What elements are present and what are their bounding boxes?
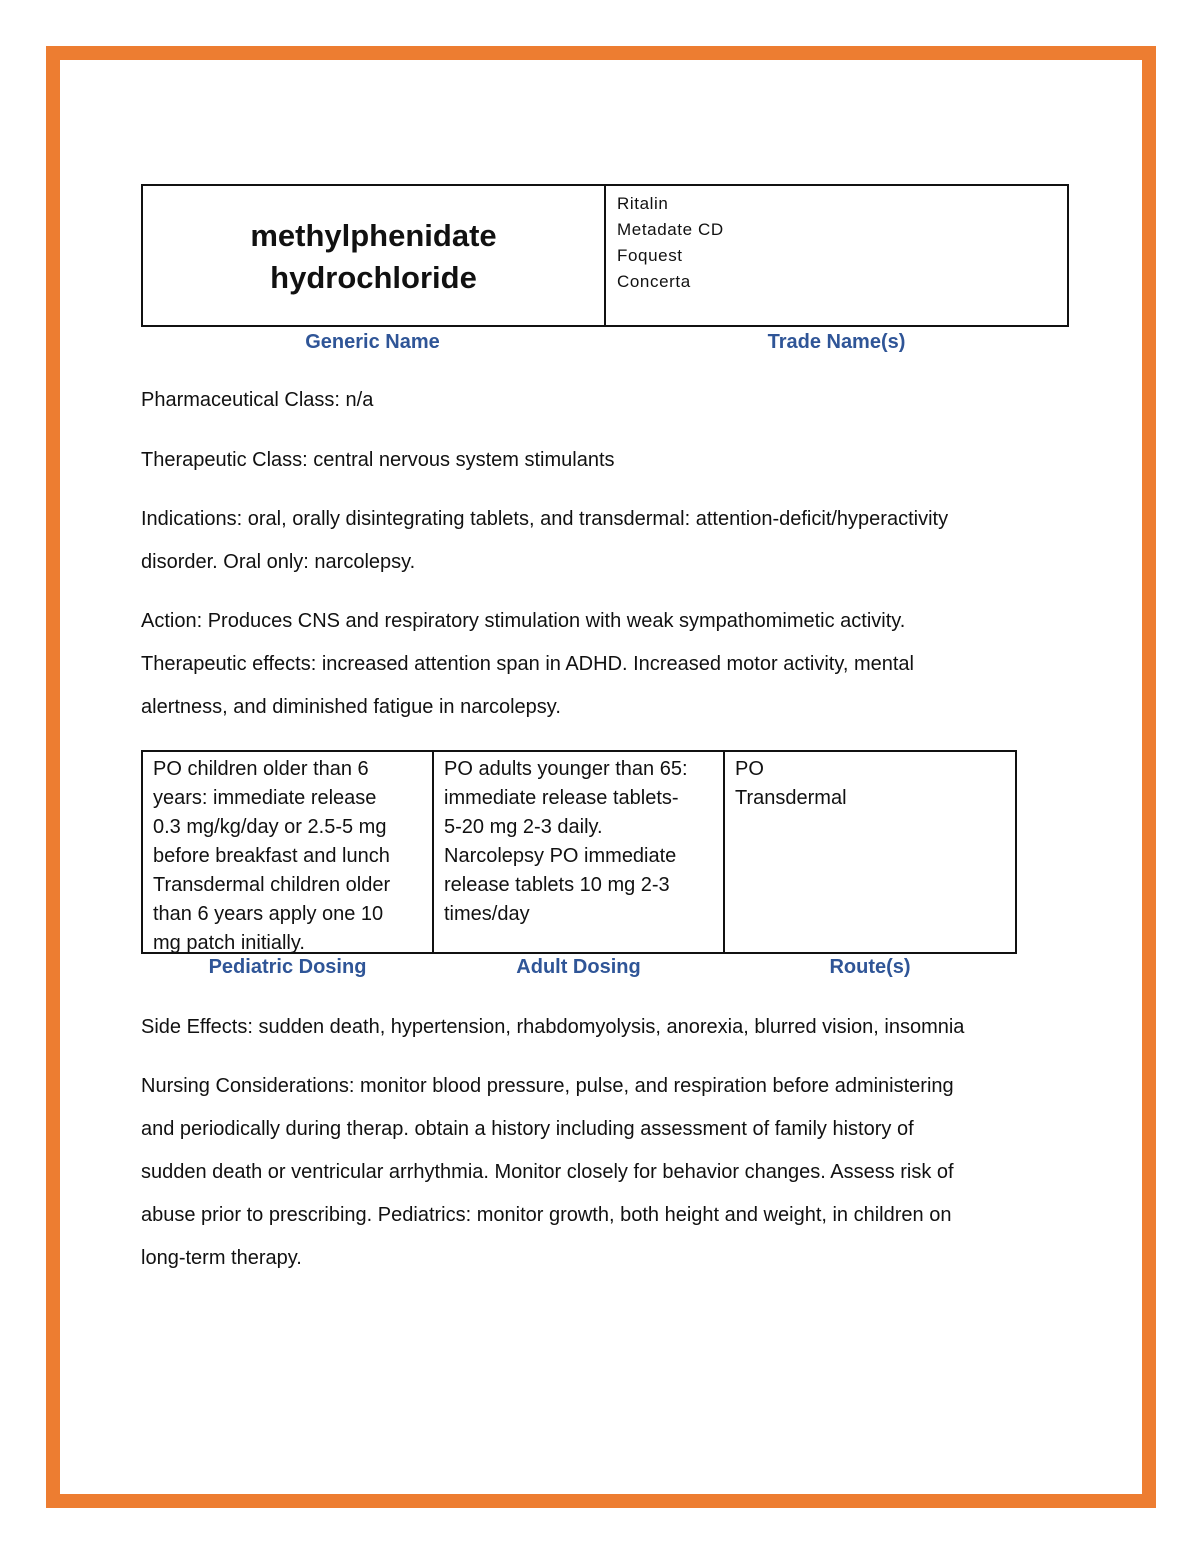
action xyxy=(141,600,1061,729)
action-line: alertness, and diminished fatigue in narcolepsy. xyxy=(141,696,561,718)
dosing-line: Transdermal children older xyxy=(153,874,391,896)
pharmaceutical-class: Pharmaceutical Class: n/a xyxy=(141,389,374,411)
nursing-line: and periodically during therap. obtain a history including assessment of family history of xyxy=(141,1118,914,1140)
trade-name: Ritalin xyxy=(617,194,669,213)
dosing-line: immediate release tablets- xyxy=(444,787,679,809)
dosing-line: before breakfast and lunch xyxy=(153,845,390,867)
dosing-line: mg patch initially. xyxy=(153,932,305,954)
generic-name xyxy=(244,213,504,299)
dosing-line: than 6 years apply one 10 xyxy=(153,903,384,925)
dosing-line: years: immediate release xyxy=(153,787,377,809)
route-line: PO xyxy=(735,758,764,780)
route-cell xyxy=(725,752,1015,952)
adult-dosing-caption: Adult Dosing xyxy=(516,956,641,978)
dosing-table xyxy=(141,750,1017,954)
dosing-line: 0.3 mg/kg/day or 2.5-5 mg xyxy=(153,816,387,838)
trade-names-cell xyxy=(606,186,1067,325)
indications-line: Indications: oral, orally disintegrating tablets, and transdermal: attention-deficit/hyperactivity xyxy=(141,508,949,530)
generic-name-caption: Generic Name xyxy=(305,331,440,353)
dosing-line: Narcolepsy PO immediate xyxy=(444,845,677,867)
dosing-line: 5-20 mg 2-3 daily. xyxy=(444,816,603,838)
route-caption: Route(s) xyxy=(829,956,911,978)
nursing-line: sudden death or ventricular arrhythmia. Monitor closely for behavior changes. Assess risk of xyxy=(141,1161,954,1183)
dosing-line: release tablets 10 mg 2-3 xyxy=(444,874,670,896)
trade-names-caption: Trade Name(s) xyxy=(767,331,906,353)
indications xyxy=(141,498,1061,584)
nursing-line: abuse prior to prescribing. Pediatrics: monitor growth, both height and weight, in children on xyxy=(141,1204,952,1226)
side-effects: Side Effects: sudden death, hypertension, rhabdomyolysis, anorexia, blurred vision, insomnia xyxy=(141,1016,965,1038)
generic-name-line: methylphenidate xyxy=(250,217,497,253)
indications-line: disorder. Oral only: narcolepsy. xyxy=(141,551,416,573)
trade-name: Concerta xyxy=(617,272,691,291)
action-line: Therapeutic effects: increased attention span in ADHD. Increased motor activity, mental xyxy=(141,653,914,675)
therapeutic-class: Therapeutic Class: central nervous system stimulants xyxy=(141,449,615,471)
route-line: Transdermal xyxy=(735,787,847,809)
nursing-line: long-term therapy. xyxy=(141,1247,302,1269)
drug-name-table xyxy=(141,184,1069,327)
pediatric-dosing-caption: Pediatric Dosing xyxy=(208,956,367,978)
dosing-line: PO adults younger than 65: xyxy=(444,758,688,780)
generic-name-line: hydrochloride xyxy=(270,259,477,295)
trade-name: Foquest xyxy=(617,246,683,265)
action-line: Action: Produces CNS and respiratory stimulation with weak sympathomimetic activity. xyxy=(141,610,906,632)
trade-name: Metadate CD xyxy=(617,220,724,239)
pediatric-dosing-cell xyxy=(143,752,434,952)
generic-name-cell xyxy=(143,186,606,325)
dosing-line: PO children older than 6 xyxy=(153,758,369,780)
nursing-line: Nursing Considerations: monitor blood pressure, pulse, and respiration before administering xyxy=(141,1075,954,1097)
nursing-considerations xyxy=(141,1065,1061,1280)
dosing-line: times/day xyxy=(444,903,530,925)
adult-dosing-cell xyxy=(434,752,725,952)
